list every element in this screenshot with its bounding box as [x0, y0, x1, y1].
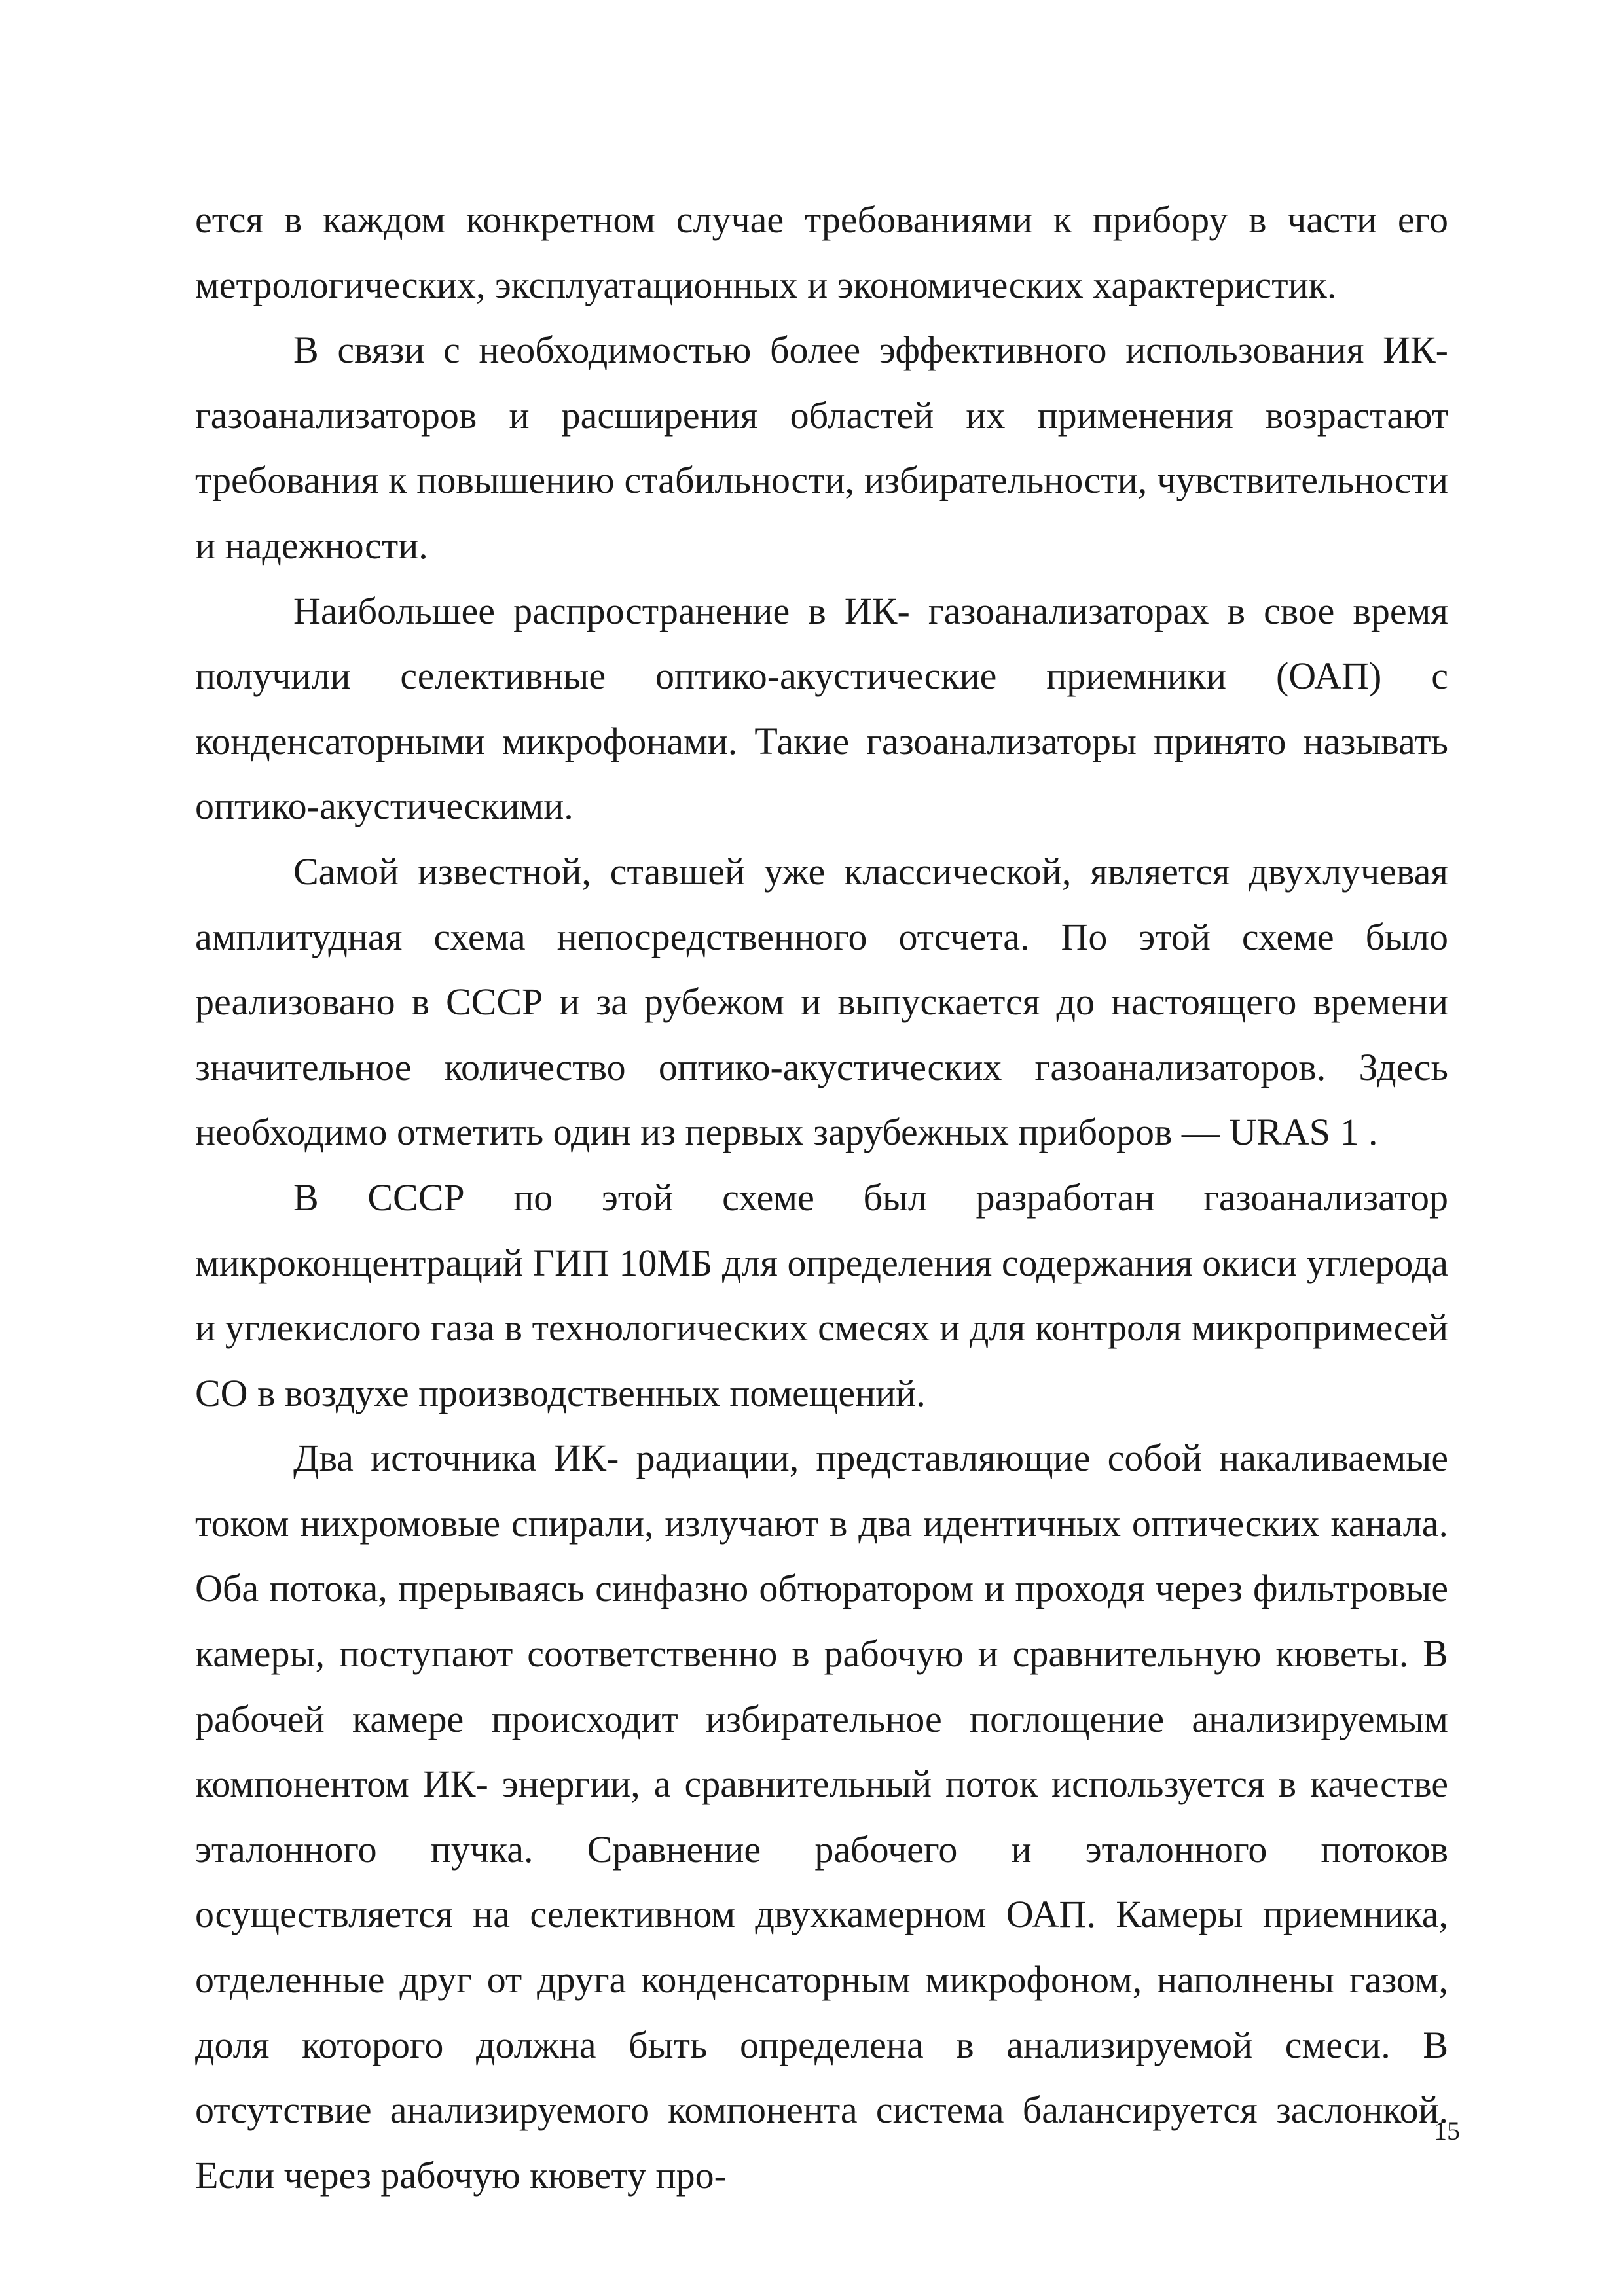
paragraph: Два источника ИК- радиации, представляющие собой накаливаемые током нихромовые спирали, излучают в два идентичных оптических канала. Оба потока, прерываясь синфазно обтюратором и проходя через фильтровые камеры, поступают соответственно в рабочую и сравнительную кюветы. В рабочей камере происходит избирательное поглощение анализируемым компонентом ИК- энергии, а сравнительный поток используется в качестве эталонного пучка. Сравнение рабочего и эталонного потоков осуществляется на селективном двухкамерном ОАП. Камеры приемника, отделенные друг от друга конденсаторным микрофоном, наполнены газом, доля которого должна быть определена в анализируемой смеси. В отсутствие анализируемого компонента система балансируется заслонкой. Если через рабочую кювету про-	[195, 1437, 1448, 2197]
paragraph: В связи с необходимостью более эффективного использования ИК- газоанализаторов и расширения областей их применения возрастают требования к повышению стабильности, избирательности, чувствительности и надежности.	[195, 329, 1448, 567]
body-text	[195, 187, 1448, 2208]
paragraph-continuation: ется в каждом конкретном случае требованиями к прибору в части его метрологических, эксплуатационных и экономических характеристик.	[195, 198, 1448, 306]
paragraph: В СССР по этой схеме был разработан газоанализатор микроконцентраций ГИП 10МБ для определения содержания окиси углерода и углекислого газа в технологических смесях и для контроля микропримесей СО в воздухе производственных помещений.	[195, 1175, 1448, 1414]
paragraph: Самой известной, ставшей уже классической, является двухлучевая амплитудная схема непосредственного отсчета. По этой схеме было реализовано в СССР и за рубежом и выпускается до настоящего времени значительное количество оптико-акустических газоанализаторов. Здесь необходимо отметить один из первых зарубежных приборов — URAS 1 .	[195, 850, 1448, 1154]
paragraph: Наибольшее распространение в ИК- газоанализаторах в свое время получили селективные оптико-акустические приемники (ОАП) с конденсаторными микрофонами. Такие газоанализаторы принято называть оптико-акустическими.	[195, 589, 1448, 828]
page-number: 15	[1434, 2116, 1460, 2145]
